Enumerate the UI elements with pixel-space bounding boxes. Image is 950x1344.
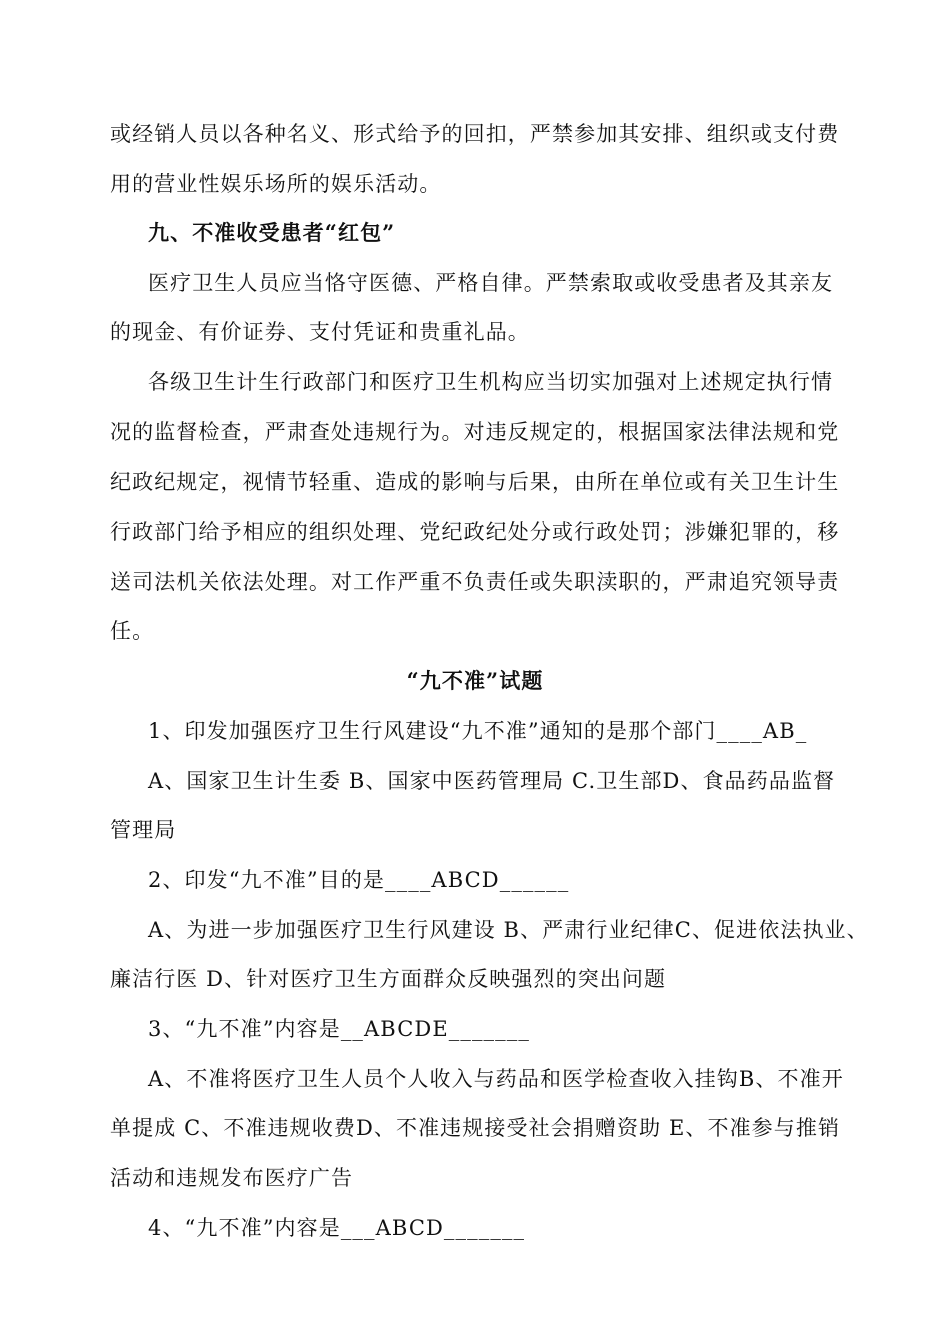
quiz-options: A、不准将医疗卫生人员个人收入与药品和医学检查收入挂钩B、不准开	[148, 1067, 844, 1091]
quiz-question: 2、印发“九不准”目的是____ABCD______	[148, 868, 570, 892]
text-line: 送司法机关依法处理。对工作严重不负责任或失职渎职的，严肃追究领导责	[110, 570, 840, 594]
text-line: 任。	[110, 619, 155, 643]
text-line: 各级卫生计生行政部门和医疗卫生机构应当切实加强对上述规定执行情	[148, 370, 834, 394]
quiz-question: 4、“九不准”内容是___ABCD_______	[148, 1216, 526, 1240]
quiz-question: 3、“九不准”内容是__ABCDE_______	[148, 1017, 530, 1041]
text-line: 的现金、有价证券、支付凭证和贵重礼品。	[110, 320, 530, 344]
text-line: 或经销人员以各种名义、形式给予的回扣，严禁参加其安排、组织或支付费	[110, 122, 840, 146]
quiz-title: “九不准”试题	[406, 668, 544, 693]
quiz-question: 1、印发加强医疗卫生行风建设“九不准”通知的是那个部门____AB_	[148, 719, 808, 743]
quiz-options: 廉洁行医 D、针对医疗卫生方面群众反映强烈的突出问题	[110, 967, 667, 991]
text-line: 况的监督检查，严肃查处违规行为。对违反规定的，根据国家法律法规和党	[110, 420, 840, 444]
text-line: 用的营业性娱乐场所的娱乐活动。	[110, 172, 442, 196]
quiz-options: A、国家卫生计生委 B、国家中医药管理局 C.卫生部D、食品药品监督	[148, 769, 836, 793]
text-line: 行政部门给予相应的组织处理、党纪政纪处分或行政处罚；涉嫌犯罪的，移	[110, 520, 840, 544]
quiz-options: 活动和违规发布医疗广告	[110, 1166, 354, 1190]
quiz-options: 单提成 C、不准违规收费D、不准违规接受社会捐赠资助 E、不准参与推销	[110, 1116, 841, 1140]
quiz-options: A、为进一步加强医疗卫生行风建设 B、严肃行业纪律C、促进依法执业、	[148, 918, 869, 942]
quiz-options: 管理局	[110, 818, 177, 842]
text-line: 医疗卫生人员应当恪守医德、严格自律。严禁索取或收受患者及其亲友	[148, 271, 834, 295]
text-line: 纪政纪规定，视情节轻重、造成的影响与后果，由所在单位或有关卫生计生	[110, 470, 840, 494]
section-heading: 九、不准收受患者“红包”	[148, 220, 396, 245]
